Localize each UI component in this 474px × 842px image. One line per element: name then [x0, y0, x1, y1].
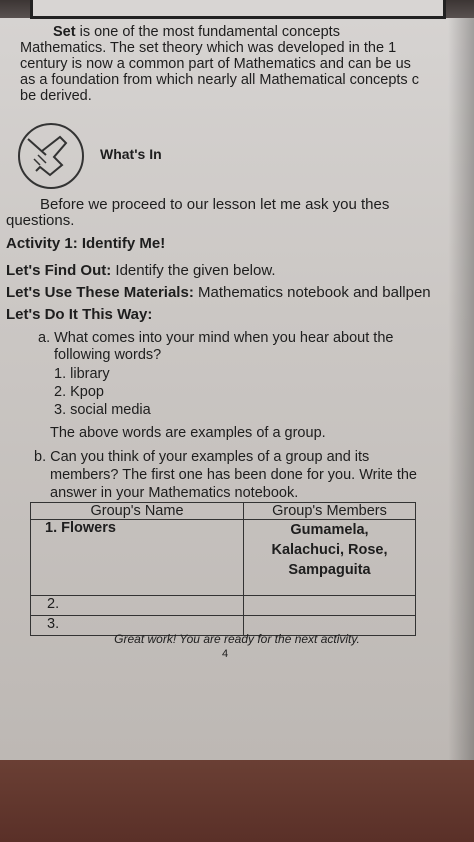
word-library: 1. library: [54, 366, 110, 382]
intro-set-word: Set: [53, 24, 76, 40]
intro-line-5: be derived.: [20, 88, 92, 104]
groups-table: [30, 502, 416, 636]
header-group-members: Group's Members: [244, 503, 416, 520]
row-3-name: 3.: [31, 616, 244, 636]
row-2-name: 2.: [31, 596, 244, 616]
table-row: [31, 520, 416, 596]
item-b-line-3: answer in your Mathematics notebook.: [50, 485, 299, 501]
header-group-name: Group's Name: [31, 503, 244, 520]
wood-surface: [0, 760, 474, 842]
intro-line-1: [20, 24, 450, 40]
document-page: [0, 18, 474, 760]
materials-label: Let's Use These Materials:: [6, 284, 194, 301]
table-header-row: [31, 503, 416, 520]
header-box: [30, 0, 446, 19]
intro-line-2: Mathematics. The set theory which was developed in the 1: [20, 40, 397, 56]
materials-line: [6, 284, 431, 301]
find-out-label: Let's Find Out:: [6, 262, 112, 279]
find-out-text: Identify the given below.: [115, 262, 276, 279]
find-out-line: [6, 262, 276, 279]
materials-text: Mathematics notebook and ballpen: [197, 284, 431, 301]
member-sampaguita: Sampaguita: [288, 562, 371, 578]
intro-line-1-rest: is one of the most fundamental concepts: [79, 24, 340, 40]
page-edge-shadow: [448, 18, 474, 760]
member-gumamela: Gumamela,: [290, 522, 369, 538]
member-kalachuci-rose: Kalachuci, Rose,: [271, 542, 388, 558]
intro-line-3: century is now a common part of Mathematics and can be us: [20, 56, 411, 72]
intro-line-4: as a foundation from which nearly all Mathematical concepts c: [20, 72, 419, 88]
item-b-line-1: b. Can you think of your examples of a group and its: [34, 449, 370, 465]
lead-line-2: questions.: [6, 212, 75, 229]
row-1-members: [244, 520, 416, 596]
item-a-line-2: following words?: [54, 347, 162, 363]
row-1-name: 1. Flowers: [31, 520, 244, 596]
section-title: What's In: [100, 146, 162, 162]
do-it-label: Let's Do It This Way:: [6, 306, 153, 323]
lead-line-1: Before we proceed to our lesson let me ask you thes: [40, 196, 390, 213]
hand-icon: [18, 123, 84, 189]
table-row: [31, 596, 416, 616]
word-kpop: 2. Kpop: [54, 384, 104, 400]
intro-paragraph: [20, 24, 450, 104]
row-2-members: [244, 596, 416, 616]
hand-drawing: [20, 125, 82, 187]
item-a-note: The above words are examples of a group.: [50, 425, 326, 441]
activity-title: Activity 1: Identify Me!: [6, 235, 166, 252]
item-a-line-1: a. What comes into your mind when you hear about the: [38, 330, 394, 346]
word-social-media: 3. social media: [54, 402, 151, 418]
footer-message: Great work! You are ready for the next activity.: [114, 632, 360, 646]
page-number: 4: [222, 648, 229, 660]
item-b-line-2: members? The first one has been done for you. Write the: [50, 467, 417, 483]
